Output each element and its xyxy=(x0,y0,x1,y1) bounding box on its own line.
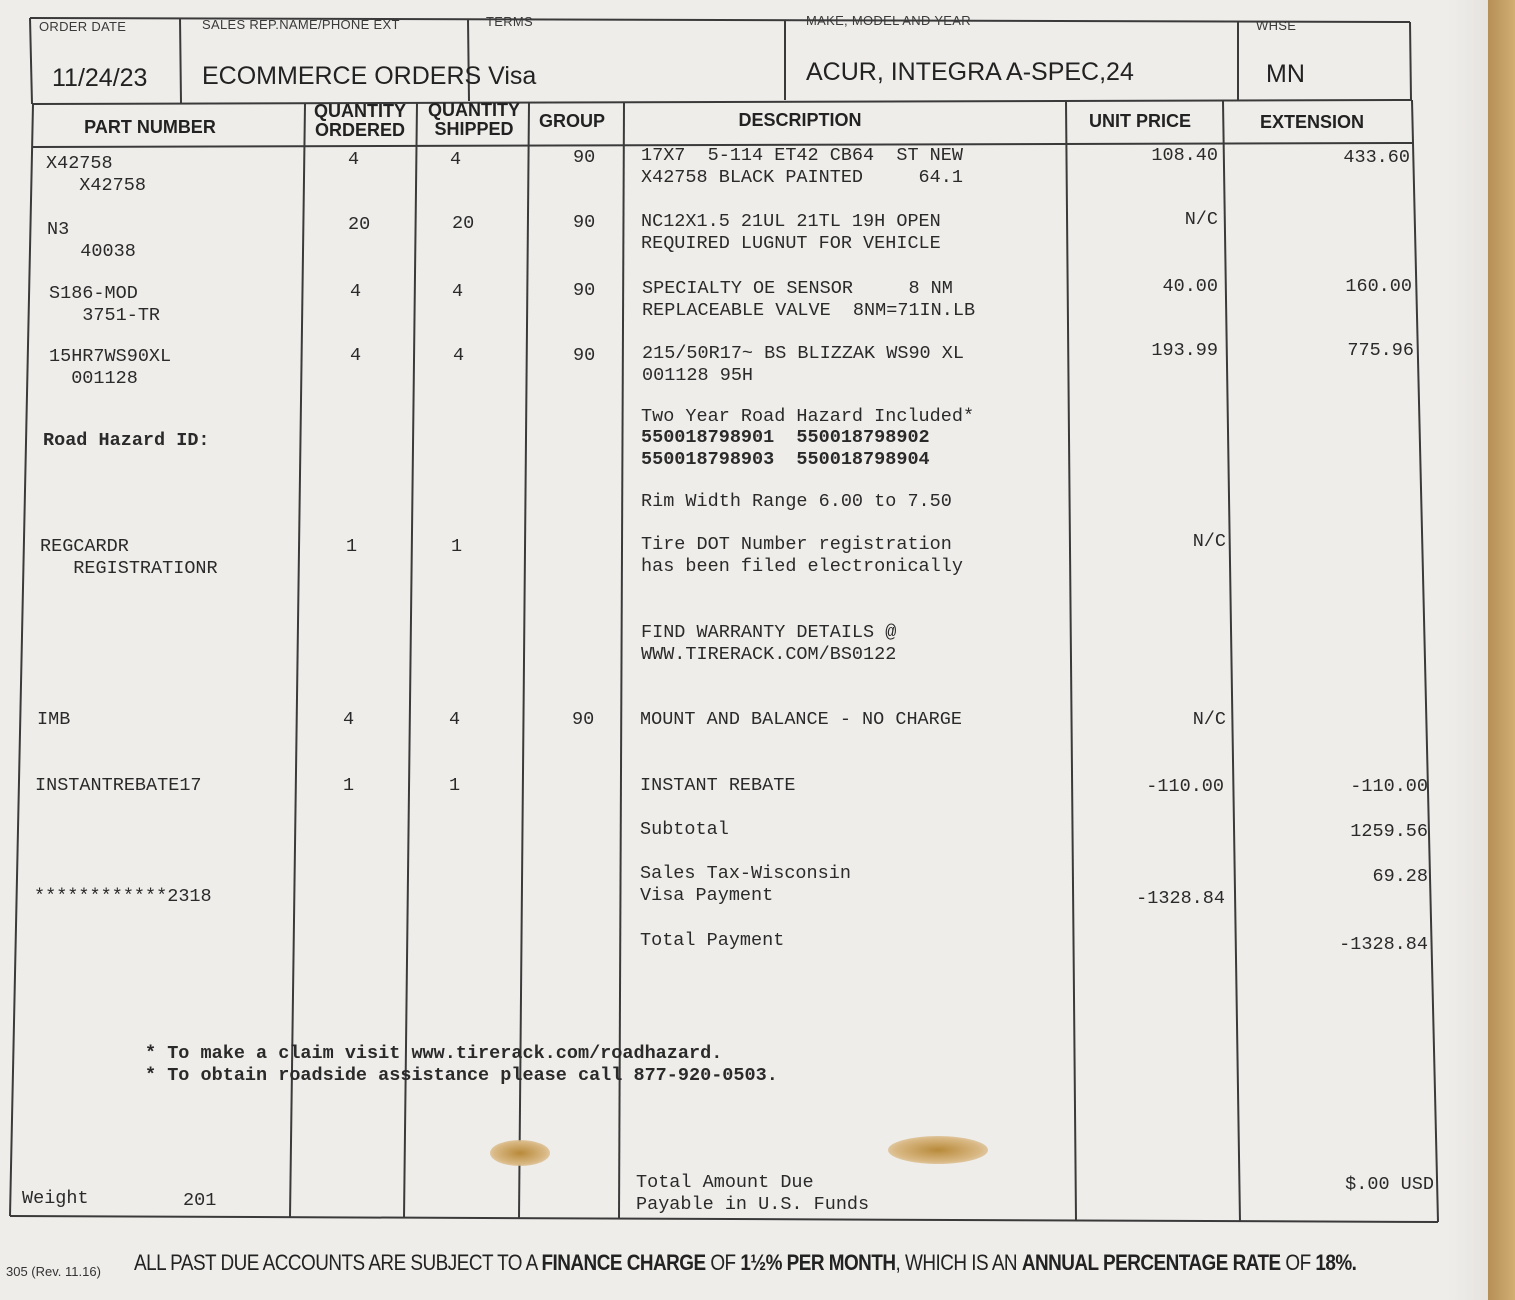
vehicle-label: MAKE, MODEL AND YEAR xyxy=(806,13,971,28)
col-qty-ordered: QUANTITY ORDERED xyxy=(314,101,406,140)
terms-label: TERMS xyxy=(486,14,533,29)
total-payment-label: Total Payment xyxy=(640,930,785,951)
sales-rep-label: SALES REP.NAME/PHONE EXT xyxy=(202,17,400,32)
part-number: INSTANTREBATE17 xyxy=(35,775,202,796)
road-hazard-ids: 550018798901 550018798902 550018798903 550018798904 xyxy=(641,427,930,470)
finance-charge-notice xyxy=(134,1250,1356,1276)
col-unit-price: UNIT PRICE xyxy=(1088,111,1191,131)
sales-rep: ECOMMERCE ORDERS Visa xyxy=(202,62,537,90)
amount-due-label: Total Amount Due Payable in U.S. Funds xyxy=(636,1172,870,1215)
qty-shipped: 4 xyxy=(452,281,464,302)
description: MOUNT AND BALANCE - NO CHARGE xyxy=(640,709,962,730)
description: 17X7 5-114 ET42 CB64 ST NEW X42758 BLACK PAINTED 64.1 xyxy=(641,145,963,188)
footer-text-3: , WHICH IS AN xyxy=(895,1250,1022,1275)
qty-ordered: 4 xyxy=(343,709,355,730)
footer-bold-4: 18%. xyxy=(1315,1250,1357,1275)
warehouse-value: MN xyxy=(1266,60,1305,88)
claim-notes: * To make a claim visit www.tirerack.com/roadhazard. * To obtain roadside assistance please call 877-920-0503. xyxy=(145,1043,778,1086)
warranty-note: FIND WARRANTY DETAILS @ WWW.TIRERACK.COM/BS0122 xyxy=(641,622,897,665)
description: INSTANT REBATE xyxy=(640,775,796,796)
vehicle-value: ACUR, INTEGRA A-SPEC,24 xyxy=(806,58,1134,86)
part-number: REGCARDR REGISTRATIONR xyxy=(40,536,218,579)
paper-stain xyxy=(490,1140,550,1166)
sales-tax-label: Sales Tax-Wisconsin Visa Payment xyxy=(640,863,851,906)
col-part-number: PART NUMBER xyxy=(84,117,216,137)
qty-shipped: 4 xyxy=(450,149,462,170)
qty-ordered: 1 xyxy=(343,775,355,796)
unit-price: -110.00 xyxy=(1146,776,1224,797)
footer-bold-2: 1½% PER MONTH xyxy=(740,1250,896,1275)
description: Tire DOT Number registration has been filed electronically xyxy=(641,534,963,577)
order-date: 11/24/23 xyxy=(52,64,148,92)
group-code: 90 xyxy=(573,147,596,168)
footer-bold-3: ANNUAL PERCENTAGE RATE xyxy=(1021,1250,1281,1275)
footer-text-2: OF xyxy=(705,1250,741,1275)
qty-shipped: 20 xyxy=(452,213,475,234)
total-payment-value: -1328.84 xyxy=(1339,934,1428,955)
part-number: 15HR7WS90XL 001128 xyxy=(49,346,172,389)
amount-due-value: $.00 USD xyxy=(1345,1174,1434,1195)
col-description: DESCRIPTION xyxy=(738,110,862,130)
warehouse-label: WHSE xyxy=(1256,18,1297,33)
part-number: S186-MOD 3751-TR xyxy=(49,283,161,326)
footer-text-4: OF xyxy=(1280,1250,1316,1275)
qty-ordered: 4 xyxy=(350,345,362,366)
part-number: X42758 X42758 xyxy=(46,153,146,196)
qty-shipped: 1 xyxy=(449,775,461,796)
subtotal-label: Subtotal xyxy=(640,819,729,840)
unit-price: N/C xyxy=(1192,531,1226,552)
group-code: 90 xyxy=(573,280,596,301)
qty-ordered: 4 xyxy=(348,149,360,170)
form-number: 305 (Rev. 11.16) xyxy=(6,1264,101,1279)
part-number: N3 40038 xyxy=(47,219,136,262)
description: SPECIALTY OE SENSOR 8 NM REPLACEABLE VALVE 8NM=71IN.LB xyxy=(642,278,976,321)
description: NC12X1.5 21UL 21TL 19H OPEN REQUIRED LUGNUT FOR VEHICLE xyxy=(641,211,941,254)
card-number: ************2318 xyxy=(34,886,212,907)
paper-stain xyxy=(888,1136,988,1164)
col-group: GROUP xyxy=(538,111,605,131)
road-hazard-label: Road Hazard ID: xyxy=(43,430,210,451)
qty-shipped: 4 xyxy=(453,345,465,366)
footer-text-1: ALL PAST DUE ACCOUNTS ARE SUBJECT TO A xyxy=(134,1250,542,1275)
sales-tax-value: 69.28 xyxy=(1372,866,1428,887)
qty-ordered: 20 xyxy=(348,214,371,235)
extension: -110.00 xyxy=(1350,776,1428,797)
unit-price: 40.00 xyxy=(1162,276,1218,297)
rim-width-range: Rim Width Range 6.00 to 7.50 xyxy=(641,491,952,512)
group-code: 90 xyxy=(573,212,596,233)
unit-price: N/C xyxy=(1184,209,1218,230)
unit-price: 193.99 xyxy=(1151,340,1218,361)
visa-payment-value: -1328.84 xyxy=(1136,888,1225,909)
weight-value: 201 xyxy=(183,1190,217,1211)
extension: 433.60 xyxy=(1343,147,1410,168)
road-hazard-heading: Two Year Road Hazard Included* xyxy=(641,406,975,427)
part-number: IMB xyxy=(37,709,71,730)
group-code: 90 xyxy=(573,345,596,366)
col-extension: EXTENSION xyxy=(1259,112,1365,132)
col-qty-shipped: QUANTITY SHIPPED xyxy=(428,100,520,139)
order-date-label: ORDER DATE xyxy=(39,19,127,34)
qty-shipped: 1 xyxy=(451,536,463,557)
group-code: 90 xyxy=(572,709,595,730)
footer-bold-1: FINANCE CHARGE xyxy=(541,1250,706,1275)
description: 215/50R17~ BS BLIZZAK WS90 XL 001128 95H xyxy=(642,343,964,386)
qty-ordered: 1 xyxy=(346,536,358,557)
subtotal-value: 1259.56 xyxy=(1350,821,1428,842)
weight-label: Weight xyxy=(22,1188,89,1209)
unit-price: 108.40 xyxy=(1151,145,1218,166)
extension: 775.96 xyxy=(1347,340,1414,361)
qty-ordered: 4 xyxy=(350,281,362,302)
unit-price: N/C xyxy=(1192,709,1226,730)
extension: 160.00 xyxy=(1345,276,1412,297)
qty-shipped: 4 xyxy=(449,709,461,730)
